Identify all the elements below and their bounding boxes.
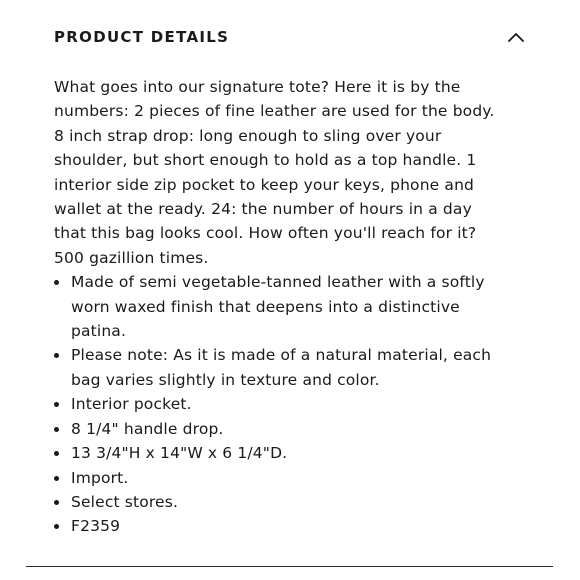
details-list: [54, 270, 504, 538]
product-details-header[interactable]: [54, 22, 526, 52]
section-title: PRODUCT DETAILS: [54, 28, 230, 46]
detail-item-material: Made of semi vegetable-tanned leather with a softly worn waxed finish that deepens into a distinctive patina.: [54, 270, 504, 343]
detail-item-dimensions: 13 3/4"H x 14"W x 6 1/4"D.: [54, 441, 504, 465]
product-details-content: [54, 75, 504, 539]
detail-item-handle-drop: 8 1/4" handle drop.: [54, 417, 504, 441]
detail-item-availability: Select stores.: [54, 490, 504, 514]
chevron-up-icon[interactable]: [506, 27, 526, 47]
detail-item-pocket: Interior pocket.: [54, 392, 504, 416]
product-description: What goes into our signature tote? Here it is by the numbers: 2 pieces of fine leather are used for the body. 8 inch strap drop: long enough to sling over your shoulder, but short enough to hold as a top handle. 1 interior side zip pocket to keep your keys, phone and wallet at the ready. 24: the number of hours in a day that this bag looks cool. How often you'll reach for it? 500 gazillion times.: [54, 78, 495, 267]
detail-item-import: Import.: [54, 466, 504, 490]
section-divider: [26, 566, 553, 567]
detail-item-style-number: F2359: [54, 514, 504, 538]
detail-item-note: Please note: As it is made of a natural material, each bag varies slightly in texture and color.: [54, 343, 504, 392]
